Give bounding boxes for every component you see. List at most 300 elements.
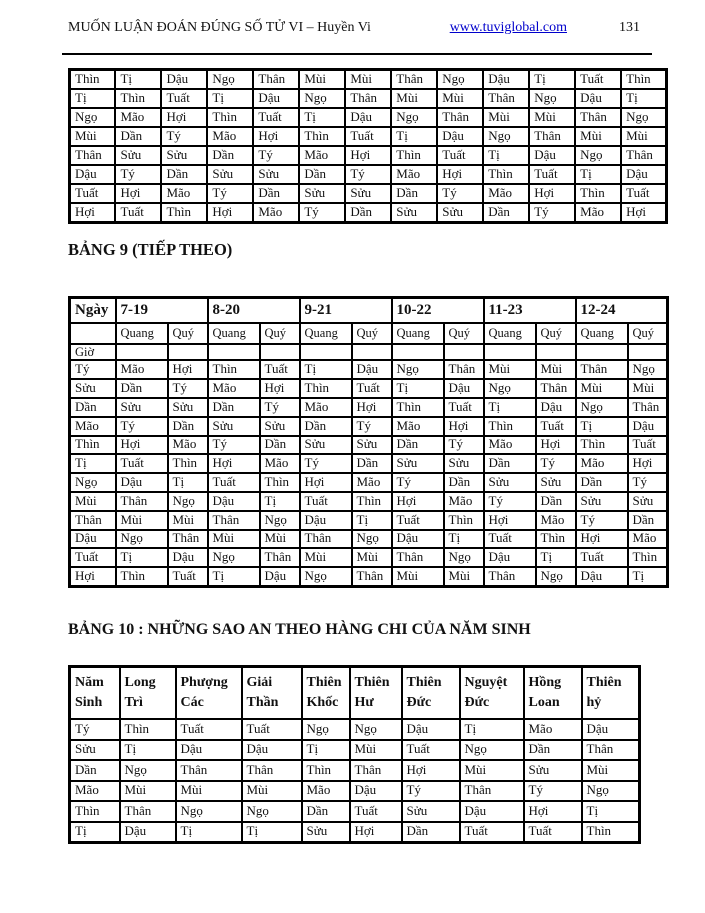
quang-header: Quang — [208, 323, 260, 344]
zodiac-cell: Ngọ — [391, 108, 437, 127]
zodiac-cell: Tý — [168, 379, 208, 398]
table-row — [70, 127, 667, 146]
zodiac-cell: Tị — [115, 70, 161, 90]
zodiac-cell: Sửu — [302, 822, 350, 843]
zodiac-cell: Mùi — [529, 108, 575, 127]
zodiac-cell: Thìn — [621, 70, 666, 90]
zodiac-cell: Tý — [484, 492, 536, 511]
zodiac-cell: Tuất — [208, 473, 260, 492]
zodiac-cell: Thân — [391, 70, 437, 90]
zodiac-cell: Sửu — [484, 473, 536, 492]
zodiac-cell: Thân — [352, 567, 392, 586]
zodiac-cell: Thân — [208, 511, 260, 530]
zodiac-cell: Hợi — [116, 436, 168, 455]
star-column-header: Năm Sinh — [70, 667, 120, 720]
zodiac-cell: Tuất — [444, 398, 484, 417]
zodiac-cell: Hợi — [260, 379, 300, 398]
zodiac-cell: Hợi — [392, 492, 444, 511]
zodiac-cell: Thân — [529, 127, 575, 146]
zodiac-cell: Ngọ — [582, 781, 640, 802]
zodiac-cell: Hợi — [70, 203, 116, 223]
zodiac-cell: Sửu — [402, 801, 460, 822]
star-column-header: Thiên Hư — [350, 667, 402, 720]
zodiac-cell: Sửu — [576, 492, 628, 511]
zodiac-cell: Sửu — [536, 473, 576, 492]
zodiac-cell: Ngọ — [621, 108, 666, 127]
zodiac-cell: Tị — [460, 719, 524, 740]
zodiac-cell: Mão — [352, 473, 392, 492]
star-column-header: Phượng Các — [176, 667, 242, 720]
zodiac-cell: Mùi — [536, 360, 576, 379]
zodiac-cell: Hợi — [345, 146, 391, 165]
zodiac-cell: Dậu — [168, 548, 208, 567]
table-row — [70, 511, 668, 530]
zodiac-cell: Dần — [260, 436, 300, 455]
zodiac-cell: Mùi — [628, 379, 668, 398]
star-column-header: Long Trì — [120, 667, 176, 720]
zodiac-cell: Tuất — [116, 454, 168, 473]
zodiac-cell: Mão — [575, 203, 621, 223]
zodiac-cell: Tị — [621, 89, 666, 108]
zodiac-cell: Ngọ — [168, 492, 208, 511]
zodiac-cell: Thân — [242, 760, 302, 781]
zodiac-cell: Mùi — [621, 127, 666, 146]
quy-header: Quý — [536, 323, 576, 344]
zodiac-cell: Tuất — [575, 70, 621, 90]
zodiac-cell: Dần — [168, 417, 208, 436]
zodiac-cell: Tuất — [437, 146, 483, 165]
zodiac-cell: Dần — [161, 165, 207, 184]
page-number: 131 — [619, 20, 640, 35]
zodiac-cell: Hợi — [350, 822, 402, 843]
zodiac-cell: Tý — [115, 165, 161, 184]
table-row — [70, 740, 640, 761]
hour-row-label: Mùi — [70, 492, 116, 511]
star-column-header: Giải Thần — [242, 667, 302, 720]
zodiac-cell: Dần — [345, 203, 391, 223]
zodiac-cell: Thìn — [120, 719, 176, 740]
hour-row-label: Thân — [70, 511, 116, 530]
zodiac-cell: Dậu — [253, 89, 299, 108]
zodiac-cell: Ngọ — [576, 398, 628, 417]
table-row — [70, 398, 668, 417]
zodiac-cell: Dần — [116, 379, 168, 398]
zodiac-cell: Dậu — [460, 801, 524, 822]
birth-year-label: Tị — [70, 822, 120, 843]
hour-row-label: Dần — [70, 398, 116, 417]
zodiac-continuation-table — [68, 68, 668, 224]
table-row — [70, 781, 640, 802]
zodiac-cell: Mùi — [350, 740, 402, 761]
zodiac-cell: Thìn — [628, 548, 668, 567]
empty-cell — [260, 344, 300, 360]
zodiac-cell: Dần — [576, 473, 628, 492]
zodiac-cell: Dần — [536, 492, 576, 511]
zodiac-cell: Hợi — [168, 360, 208, 379]
zodiac-cell: Mùi — [576, 379, 628, 398]
zodiac-cell: Mão — [576, 454, 628, 473]
zodiac-cell: Tý — [529, 203, 575, 223]
zodiac-cell: Hợi — [352, 398, 392, 417]
table-row — [70, 801, 640, 822]
table-row — [70, 108, 667, 127]
zodiac-cell: Thân — [582, 740, 640, 761]
zodiac-cell: Tị — [260, 492, 300, 511]
zodiac-cell: Dậu — [628, 417, 668, 436]
zodiac-cell: Sửu — [253, 165, 299, 184]
zodiac-cell: Mùi — [168, 511, 208, 530]
zodiac-cell: Mão — [260, 454, 300, 473]
zodiac-cell: Sửu — [300, 436, 352, 455]
zodiac-cell: Sửu — [299, 184, 345, 203]
zodiac-cell: Dần — [302, 801, 350, 822]
zodiac-cell: Mão — [628, 530, 668, 549]
zodiac-cell: Dậu — [352, 360, 392, 379]
page-header — [68, 20, 640, 36]
zodiac-cell: Dậu — [345, 108, 391, 127]
table-row — [70, 760, 640, 781]
birth-year-label: Mão — [70, 781, 120, 802]
zodiac-cell: Tuất — [460, 822, 524, 843]
zodiac-cell: Tuất — [345, 127, 391, 146]
zodiac-cell: Dần — [352, 454, 392, 473]
zodiac-cell: Tý — [345, 165, 391, 184]
table-row — [70, 436, 668, 455]
zodiac-cell: Dần — [207, 146, 253, 165]
zodiac-cell: Thìn — [161, 203, 207, 223]
zodiac-cell: Hợi — [161, 108, 207, 127]
table-row — [70, 89, 667, 108]
zodiac-cell: Tý — [576, 511, 628, 530]
zodiac-cell: Hợi — [529, 184, 575, 203]
zodiac-cell: Tị — [207, 89, 253, 108]
zodiac-cell: Tuất — [576, 548, 628, 567]
zodiac-cell: Tý — [392, 473, 444, 492]
zodiac-cell: Ngọ — [628, 360, 668, 379]
subheader-row — [70, 323, 668, 344]
zodiac-cell: Dậu — [242, 740, 302, 761]
zodiac-cell: Dậu — [208, 492, 260, 511]
zodiac-cell: Ngọ — [536, 567, 576, 586]
zodiac-cell: Mùi — [484, 360, 536, 379]
zodiac-cell: Mão — [444, 492, 484, 511]
zodiac-cell: Thân — [345, 89, 391, 108]
zodiac-cell: Mão — [253, 203, 299, 223]
zodiac-cell: Thìn — [299, 127, 345, 146]
zodiac-cell: Ngọ — [529, 89, 575, 108]
zodiac-cell: Sửu — [345, 184, 391, 203]
zodiac-cell: Tị — [352, 511, 392, 530]
zodiac-cell: Thìn — [70, 70, 116, 90]
zodiac-cell: Tý — [444, 436, 484, 455]
zodiac-cell: Tị — [120, 740, 176, 761]
table-row — [70, 184, 667, 203]
zodiac-cell: Tý — [437, 184, 483, 203]
zodiac-cell: Tị — [529, 70, 575, 90]
empty-cell — [208, 344, 260, 360]
zodiac-cell: Sửu — [161, 146, 207, 165]
zodiac-cell: Sửu — [115, 146, 161, 165]
zodiac-cell: Tý — [536, 454, 576, 473]
zodiac-cell: Sửu — [168, 398, 208, 417]
zodiac-cell: Ngọ — [176, 801, 242, 822]
zodiac-cell: Dậu — [483, 70, 529, 90]
zodiac-cell: Mùi — [116, 511, 168, 530]
zodiac-cell: Ngọ — [120, 760, 176, 781]
hour-row-label: Tị — [70, 454, 116, 473]
zodiac-cell: Hợi — [576, 530, 628, 549]
time-range-header: 10-22 — [392, 298, 484, 324]
zodiac-cell: Thân — [253, 70, 299, 90]
quang-header: Quang — [300, 323, 352, 344]
zodiac-cell: Tị — [391, 127, 437, 146]
zodiac-cell: Dần — [484, 454, 536, 473]
zodiac-cell: Mùi — [260, 530, 300, 549]
zodiac-cell: Thân — [116, 492, 168, 511]
zodiac-cell: Sửu — [116, 398, 168, 417]
zodiac-cell: Tuất — [628, 436, 668, 455]
zodiac-cell: Tý — [299, 203, 345, 223]
zodiac-cell: Hợi — [253, 127, 299, 146]
zodiac-cell: Tị — [444, 530, 484, 549]
zodiac-cell: Dần — [483, 203, 529, 223]
zodiac-cell: Tuất — [621, 184, 666, 203]
zodiac-cell: Dậu — [350, 781, 402, 802]
zodiac-cell: Tuất — [260, 360, 300, 379]
zodiac-cell: Mão — [208, 379, 260, 398]
zodiac-cell: Tý — [300, 454, 352, 473]
zodiac-cell: Tý — [161, 127, 207, 146]
time-range-header: 12-24 — [576, 298, 668, 324]
star-column-header: Nguyệt Đức — [460, 667, 524, 720]
zodiac-cell: Thìn — [392, 398, 444, 417]
zodiac-cell: Thìn — [168, 454, 208, 473]
zodiac-cell: Tị — [536, 548, 576, 567]
zodiac-cell: Tý — [253, 146, 299, 165]
table-row — [70, 473, 668, 492]
zodiac-cell: Mùi — [242, 781, 302, 802]
zodiac-cell: Thìn — [536, 530, 576, 549]
zodiac-cell: Tuất — [168, 567, 208, 586]
zodiac-cell: Mão — [161, 184, 207, 203]
empty-cell — [576, 344, 628, 360]
zodiac-cell: Ngọ — [116, 530, 168, 549]
zodiac-cell: Mùi — [352, 548, 392, 567]
table-row — [70, 719, 640, 740]
table-row — [70, 530, 668, 549]
zodiac-cell: Tuất — [529, 165, 575, 184]
zodiac-cell: Tuất — [115, 203, 161, 223]
zodiac-cell: Dậu — [120, 822, 176, 843]
zodiac-cell: Thân — [176, 760, 242, 781]
zodiac-cell: Tuất — [300, 492, 352, 511]
zodiac-cell: Dần — [444, 473, 484, 492]
empty-cell — [484, 344, 536, 360]
table-row — [70, 70, 667, 90]
zodiac-cell: Hợi — [207, 203, 253, 223]
website-link[interactable]: www.tuviglobal.com — [449, 20, 567, 35]
hour-row-label: Mão — [70, 417, 116, 436]
zodiac-cell: Dậu — [575, 89, 621, 108]
quang-header: Quang — [116, 323, 168, 344]
zodiac-cell: Dần — [392, 436, 444, 455]
zodiac-cell: Hợi — [524, 801, 582, 822]
zodiac-cell: Ngọ — [483, 127, 529, 146]
zodiac-cell: Thìn — [115, 89, 161, 108]
zodiac-cell: Thân — [392, 548, 444, 567]
zodiac-cell: Ngọ — [575, 146, 621, 165]
zodiac-cell: Dậu — [300, 511, 352, 530]
zodiac-cell: Mão — [536, 511, 576, 530]
zodiac-cell: Ngọ — [444, 548, 484, 567]
zodiac-cell: Sửu — [260, 417, 300, 436]
birth-year-label: Thìn — [70, 801, 120, 822]
zodiac-cell: Dậu — [176, 740, 242, 761]
empty-cell — [168, 344, 208, 360]
zodiac-cell: Sửu — [392, 454, 444, 473]
zodiac-cell: Thân — [483, 89, 529, 108]
zodiac-cell: Mùi — [437, 89, 483, 108]
zodiac-cell: Tuất — [392, 511, 444, 530]
zodiac-cell: Tuất — [70, 184, 116, 203]
table-row — [70, 454, 668, 473]
zodiac-cell: Hợi — [444, 417, 484, 436]
zodiac-cell: Tị — [70, 89, 116, 108]
zodiac-cell: Hợi — [628, 454, 668, 473]
bang10-heading: BẢNG 10 : NHỮNG SAO AN THEO HÀNG CHI CỦA NĂM SINH — [68, 621, 531, 638]
bang9-table — [68, 296, 669, 588]
zodiac-cell: Dậu — [576, 567, 628, 586]
zodiac-cell: Thân — [460, 781, 524, 802]
zodiac-cell: Ngọ — [460, 740, 524, 761]
quang-header: Quang — [484, 323, 536, 344]
zodiac-cell: Mùi — [208, 530, 260, 549]
zodiac-cell: Mùi — [345, 70, 391, 90]
zodiac-cell: Dậu — [484, 548, 536, 567]
zodiac-cell: Mùi — [582, 760, 640, 781]
quy-header: Quý — [628, 323, 668, 344]
zodiac-cell: Dậu — [444, 379, 484, 398]
zodiac-cell: Tuất — [242, 719, 302, 740]
zodiac-cell: Thân — [536, 379, 576, 398]
zodiac-cell: Mão — [299, 146, 345, 165]
zodiac-cell: Hợi — [621, 203, 666, 223]
header-row — [70, 667, 640, 720]
page-title: MUỐN LUẬN ĐOÁN ĐÚNG SỐ TỬ VI – Huyền Vi — [68, 20, 371, 35]
zodiac-cell: Tị — [582, 801, 640, 822]
zodiac-cell: Dậu — [402, 719, 460, 740]
zodiac-cell: Hợi — [484, 511, 536, 530]
zodiac-cell: Sửu — [352, 436, 392, 455]
zodiac-cell: Tị — [576, 417, 628, 436]
zodiac-cell: Tuất — [484, 530, 536, 549]
zodiac-cell: Sửu — [391, 203, 437, 223]
quang-header: Quang — [576, 323, 628, 344]
table-row — [70, 379, 668, 398]
zodiac-cell: Tuất — [253, 108, 299, 127]
empty-cell — [392, 344, 444, 360]
birth-year-label: Sửu — [70, 740, 120, 761]
zodiac-cell: Tị — [575, 165, 621, 184]
zodiac-cell: Mão — [116, 360, 168, 379]
zodiac-cell: Ngọ — [70, 108, 116, 127]
table-row — [70, 165, 667, 184]
zodiac-cell: Tý — [260, 398, 300, 417]
star-column-header: Hồng Loan — [524, 667, 582, 720]
zodiac-cell: Mão — [207, 127, 253, 146]
zodiac-cell: Thân — [444, 360, 484, 379]
zodiac-cell: Thìn — [484, 417, 536, 436]
zodiac-cell: Thân — [300, 530, 352, 549]
zodiac-cell: Thìn — [575, 184, 621, 203]
hour-row-label: Dậu — [70, 530, 116, 549]
bang10-table — [68, 665, 641, 844]
zodiac-cell: Thân — [437, 108, 483, 127]
zodiac-cell: Tị — [242, 822, 302, 843]
zodiac-cell: Tý — [524, 781, 582, 802]
hour-row-label: Tuất — [70, 548, 116, 567]
zodiac-cell: Dậu — [116, 473, 168, 492]
empty-cell — [300, 344, 352, 360]
zodiac-cell: Dậu — [161, 70, 207, 90]
zodiac-cell: Ngọ — [392, 360, 444, 379]
gio-label: Giờ — [70, 344, 116, 360]
zodiac-cell: Dần — [524, 740, 582, 761]
zodiac-cell: Sửu — [437, 203, 483, 223]
zodiac-cell: Dậu — [70, 165, 116, 184]
zodiac-cell: Mão — [300, 398, 352, 417]
zodiac-cell: Dậu — [260, 567, 300, 586]
quy-header: Quý — [260, 323, 300, 344]
zodiac-cell: Tuất — [350, 801, 402, 822]
zodiac-cell: Tý — [116, 417, 168, 436]
zodiac-cell: Thân — [576, 360, 628, 379]
zodiac-cell: Ngọ — [302, 719, 350, 740]
zodiac-cell: Mão — [392, 417, 444, 436]
zodiac-cell: Thân — [628, 398, 668, 417]
header-rule — [62, 53, 652, 55]
zodiac-cell: Dần — [391, 184, 437, 203]
zodiac-cell: Ngọ — [299, 89, 345, 108]
zodiac-cell: Tị — [483, 146, 529, 165]
zodiac-cell: Thân — [120, 801, 176, 822]
zodiac-cell: Mão — [168, 436, 208, 455]
zodiac-cell: Ngọ — [350, 719, 402, 740]
empty-cell — [536, 344, 576, 360]
zodiac-cell: Dần — [402, 822, 460, 843]
zodiac-cell: Thìn — [352, 492, 392, 511]
zodiac-cell: Sửu — [208, 417, 260, 436]
zodiac-cell: Tý — [628, 473, 668, 492]
zodiac-cell: Dần — [115, 127, 161, 146]
zodiac-cell: Thân — [484, 567, 536, 586]
zodiac-cell: Dậu — [437, 127, 483, 146]
zodiac-cell: Mùi — [300, 548, 352, 567]
zodiac-cell: Dần — [299, 165, 345, 184]
zodiac-cell: Mùi — [460, 760, 524, 781]
zodiac-cell: Thân — [168, 530, 208, 549]
zodiac-cell: Mùi — [483, 108, 529, 127]
zodiac-cell: Dần — [628, 511, 668, 530]
zodiac-cell: Ngọ — [437, 70, 483, 90]
zodiac-cell: Mùi — [575, 127, 621, 146]
quy-header: Quý — [168, 323, 208, 344]
table-row — [70, 203, 667, 223]
zodiac-cell: Thìn — [444, 511, 484, 530]
zodiac-cell: Sửu — [207, 165, 253, 184]
zodiac-cell: Tị — [302, 740, 350, 761]
zodiac-cell: Tý — [207, 184, 253, 203]
